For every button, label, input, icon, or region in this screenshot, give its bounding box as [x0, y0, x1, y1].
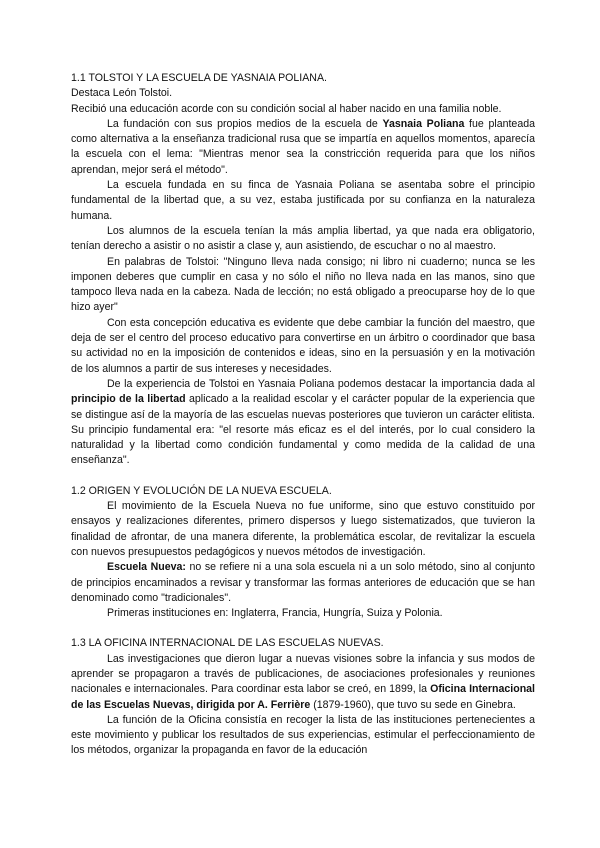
bold-term: principio de la libertad — [71, 393, 186, 406]
paragraph: Escuela Nueva: no se refiere ni a una sola escuela ni a un solo método, sino al conjunto de principios encaminados a revisar y transformar las formas anteriores de educación que se han denominado como "tradicionales". — [71, 561, 535, 604]
section-3-heading: 1.3 LA OFICINA INTERNACIONAL DE LAS ESCUELAS NUEVAS. — [71, 637, 384, 650]
paragraph: Primeras instituciones en: Inglaterra, Francia, Hungría, Suiza y Polonia. — [107, 607, 443, 620]
paragraph: El movimiento de la Escuela Nueva no fue uniforme, sino que estuvo constituido por ensayos y realizaciones diferentes, primero dispersos y luego sistematizados, que tuvieron la finalidad de afrontar, de una manera diferente, la problemática escolar, de revitalizar la escuela con nuevos presupuestos pedagógicos y nuevos métodos de investigación. — [71, 500, 535, 558]
paragraph: Con esta concepción educativa es evidente que debe cambiar la función del maestro, que deja de ser el centro del proceso educativo para convertirse en un árbitro o coordinador que basa su actividad no en la imposición de contenidos e ideas, sino en la persuasión y en la motivación de los alumnos a partir de sus intereses y necesidades. — [71, 316, 535, 375]
paragraph: La función de la Oficina consistía en recoger la lista de las instituciones pertenecientes a este movimiento y publicar los resultados de sus experiencias, estimular el perfeccionamiento de los métodos, organizar la propaganda en favor de la educación — [71, 713, 535, 757]
paragraph: Las investigaciones que dieron lugar a nuevas visiones sobre la infancia y sus modos de aprender se propagaron a través de publicaciones, de asociaciones profesionales y reuniones nacionales e internacionales. Para coordinar esta labor se creó, en 1899, la Oficina Internacional de las Escuelas Nuevas, dirigida por A. Ferrière (1879-1960), que tuvo su sede en Ginebra. — [71, 652, 535, 711]
document-body — [71, 71, 535, 759]
section-1-intro-line: Recibió una educación acorde con su condición social al haber nacido en una familia noble. — [71, 102, 502, 115]
paragraph: De la experiencia de Tolstoi en Yasnaia Poliana podemos destacar la importancia dada al principio de la libertad aplicado a la realidad escolar y el carácter popular de la experiencia que se distingue así de la mayoría de las escuelas nuevas posteriores que tuvieron un carácter elitista. Su principio fundamental era: "el resorte más eficaz es el del interés, por lo cual considero la naturalidad y la libertad como condición fundamental y como medida de la calidad de una enseñanza". — [71, 377, 535, 467]
section-1-intro-line: Destaca León Tolstoi. — [71, 87, 173, 100]
paragraph: En palabras de Tolstoi: "Ninguno lleva nada consigo; ni libro ni cuaderno; nunca se les imponen deberes que cumplir en casa y no sólo el niño no lleva nada en las manos, sino que tampoco lleva nada en la cabeza. Nada de lección; no está obligado a preocuparse hoy de lo que hizo ayer" — [71, 255, 535, 314]
bold-term: Oficina Internacional de las Escuelas Nuevas, dirigida por A. Ferrière — [71, 683, 535, 711]
paragraph: La fundación con sus propios medios de la escuela de Yasnaia Poliana fue planteada como alternativa a la enseñanza tradicional rusa que se impartía en aquellos momentos, aparecía la escuela con el lema: "Mientras menor sea la constricción requerida para que los niños aprendan, mejor será el método". — [71, 117, 536, 176]
paragraph: La escuela fundada en su finca de Yasnaia Poliana se asentaba sobre el principio fundamental de la libertad que, a su vez, estaba justificada por su confianza en la naturaleza humana. — [71, 179, 535, 222]
bold-term: Yasnaia Poliana — [382, 117, 465, 130]
paragraph: Los alumnos de la escuela tenían la más amplia libertad, ya que nada era obligatorio, tenían derecho a asistir o no asistir a clase y, aun asistiendo, de escuchar o no al maestro. — [71, 224, 535, 253]
section-1-heading: 1.1 TOLSTOI Y LA ESCUELA DE YASNAIA POLIANA. — [71, 72, 327, 84]
bold-term: Escuela Nueva: — [107, 561, 186, 574]
section-2-heading: 1.2 ORIGEN Y EVOLUCIÓN DE LA NUEVA ESCUELA. — [71, 484, 332, 497]
